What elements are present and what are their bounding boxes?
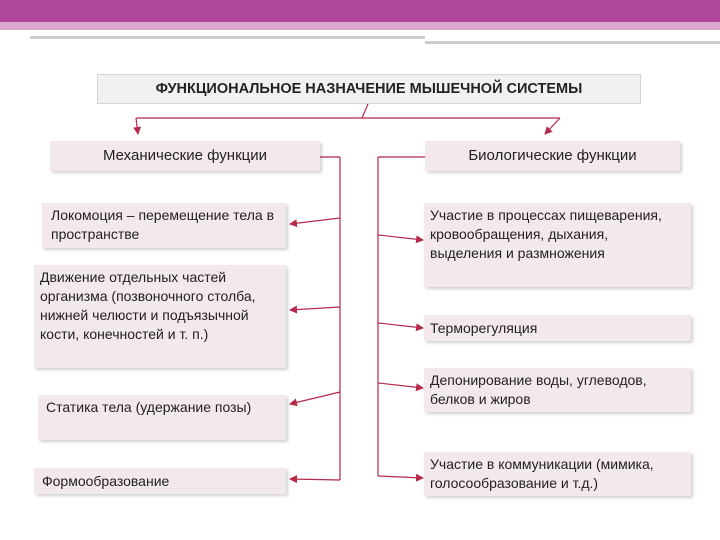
arrow-right-3 (378, 383, 423, 388)
arrow-right-2 (378, 323, 423, 328)
diagram-title: ФУНКЦИОНАЛЬНОЕ НАЗНАЧЕНИЕ МЫШЕЧНОЙ СИСТЕМЫ (97, 74, 641, 104)
biological-functions-heading: Биологические функции (425, 141, 680, 171)
mechanical-functions-heading: Механические функции (50, 141, 320, 171)
biological-item-processes: Участие в процессах пищеварения, кровообращения, дыхания, выделения и размножения (424, 203, 691, 287)
mechanical-item-body-part-movement: Движение отдельных частей организма (позвоночного столба, нижней челюсти и подъязычной кости, конечностей и т. п.) (34, 265, 286, 368)
arrow-left-3 (290, 392, 340, 404)
biological-item-thermoregulation: Терморегуляция (424, 315, 691, 341)
mechanical-item-posture: Статика тела (удержание позы) (38, 395, 286, 440)
arrow-to-mechanical (136, 118, 138, 134)
arrow-left-4 (290, 479, 340, 480)
arrow-left-2 (290, 307, 340, 310)
mechanical-item-locomotion: Локомоция – перемещение тела в пространстве (42, 203, 286, 248)
arrow-right-4 (378, 476, 423, 478)
arrow-right-1 (378, 235, 423, 240)
arrow-to-biological (545, 118, 560, 134)
biological-item-deposition: Депонирование воды, углеводов, белков и жиров (424, 368, 691, 412)
title-stem-line (362, 104, 368, 118)
biological-item-communication: Участие в коммуникации (мимика, голосообразование и т.д.) (424, 452, 691, 496)
mechanical-item-form-shaping: Формообразование (34, 468, 286, 494)
arrow-left-1 (290, 218, 340, 224)
